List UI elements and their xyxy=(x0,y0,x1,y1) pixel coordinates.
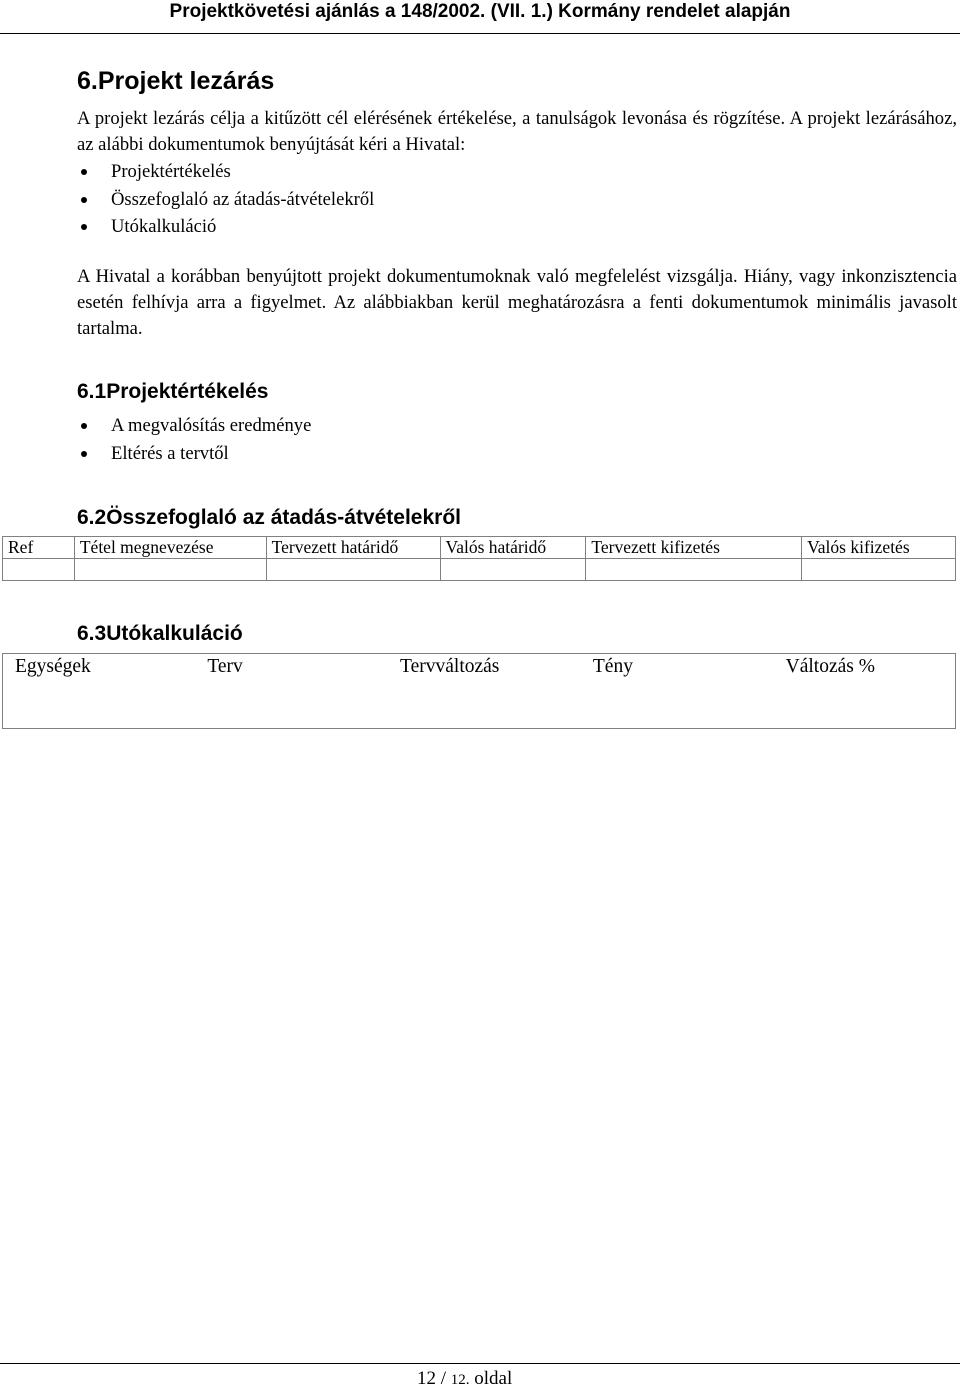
table-header-cell: Tétel megnevezése xyxy=(74,537,266,559)
table-header-cell: Terv xyxy=(207,656,243,677)
page-footer xyxy=(417,1367,512,1392)
document-list-item: Projektértékelés xyxy=(77,158,374,186)
cost-calculation-table xyxy=(2,653,956,729)
evaluation-list-item: A megvalósítás eredménye xyxy=(77,412,311,440)
section-6-1-heading: 6.1Projektértékelés xyxy=(77,380,269,403)
section-6-heading: 6.Projekt lezárás xyxy=(77,67,275,95)
table-header-row xyxy=(3,537,956,559)
document-list-item: Utókalkuláció xyxy=(77,213,374,241)
table-header-cell: Tervezett kifizetés xyxy=(586,537,802,559)
table-cell xyxy=(586,559,802,581)
section-6-3-heading: 6.3Utókalkuláció xyxy=(77,622,243,645)
page-header xyxy=(0,0,960,34)
table-cell xyxy=(266,559,440,581)
table-header-cell: Tervváltozás xyxy=(400,656,500,677)
header-divider xyxy=(0,33,960,34)
evaluation-list-item: Eltérés a tervtől xyxy=(77,440,311,468)
document-list xyxy=(77,158,374,241)
table-cell xyxy=(440,559,586,581)
page-label: oldal xyxy=(474,1368,513,1389)
table-header-cell: Valós kifizetés xyxy=(802,537,956,559)
page-total: 12. xyxy=(450,1372,470,1388)
table-row xyxy=(3,559,956,581)
table-header-cell: Változás % xyxy=(785,656,875,677)
document-list-item: Összefoglaló az átadás-átvételekről xyxy=(77,186,374,214)
header-title: Projektkövetési ajánlás a 148/2002. (VII. 1.) Kormány rendelet alapján xyxy=(169,1,791,22)
table-header-cell: Tervezett határidő xyxy=(266,537,440,559)
table-header-cell: Valós határidő xyxy=(440,537,586,559)
table-cell xyxy=(74,559,266,581)
table-header-cell: Egységek xyxy=(15,656,91,677)
table-header-cell: Ref xyxy=(3,537,75,559)
section-6-body: A Hivatal a korábban benyújtott projekt dokumentumoknak való megfelelést vizsgálja. Hiány, vagy inkonzisztencia esetén felhívja arra a figyelmet. Az alábbiakban kerül meghatározásra a fenti dokumentumok minimális javasolt tartalma. xyxy=(77,266,957,339)
handover-table xyxy=(2,536,956,581)
section-6-2-heading: 6.2Összefoglaló az átadás-átvételekről xyxy=(77,506,461,529)
table-cell xyxy=(802,559,956,581)
table-cell xyxy=(3,559,75,581)
page-number: 12 / xyxy=(417,1368,447,1389)
evaluation-list xyxy=(77,412,311,467)
section-6-intro: A projekt lezárás célja a kitűzött cél elérésének értékelése, a tanulságok levonása és rögzítése. A projekt lezárásához, az alábbi dokumentumok benyújtását kéri a Hivatal: xyxy=(77,108,957,155)
table-header-row xyxy=(3,654,956,729)
footer-divider xyxy=(0,1363,960,1364)
table-header-cell: Tény xyxy=(592,656,633,677)
